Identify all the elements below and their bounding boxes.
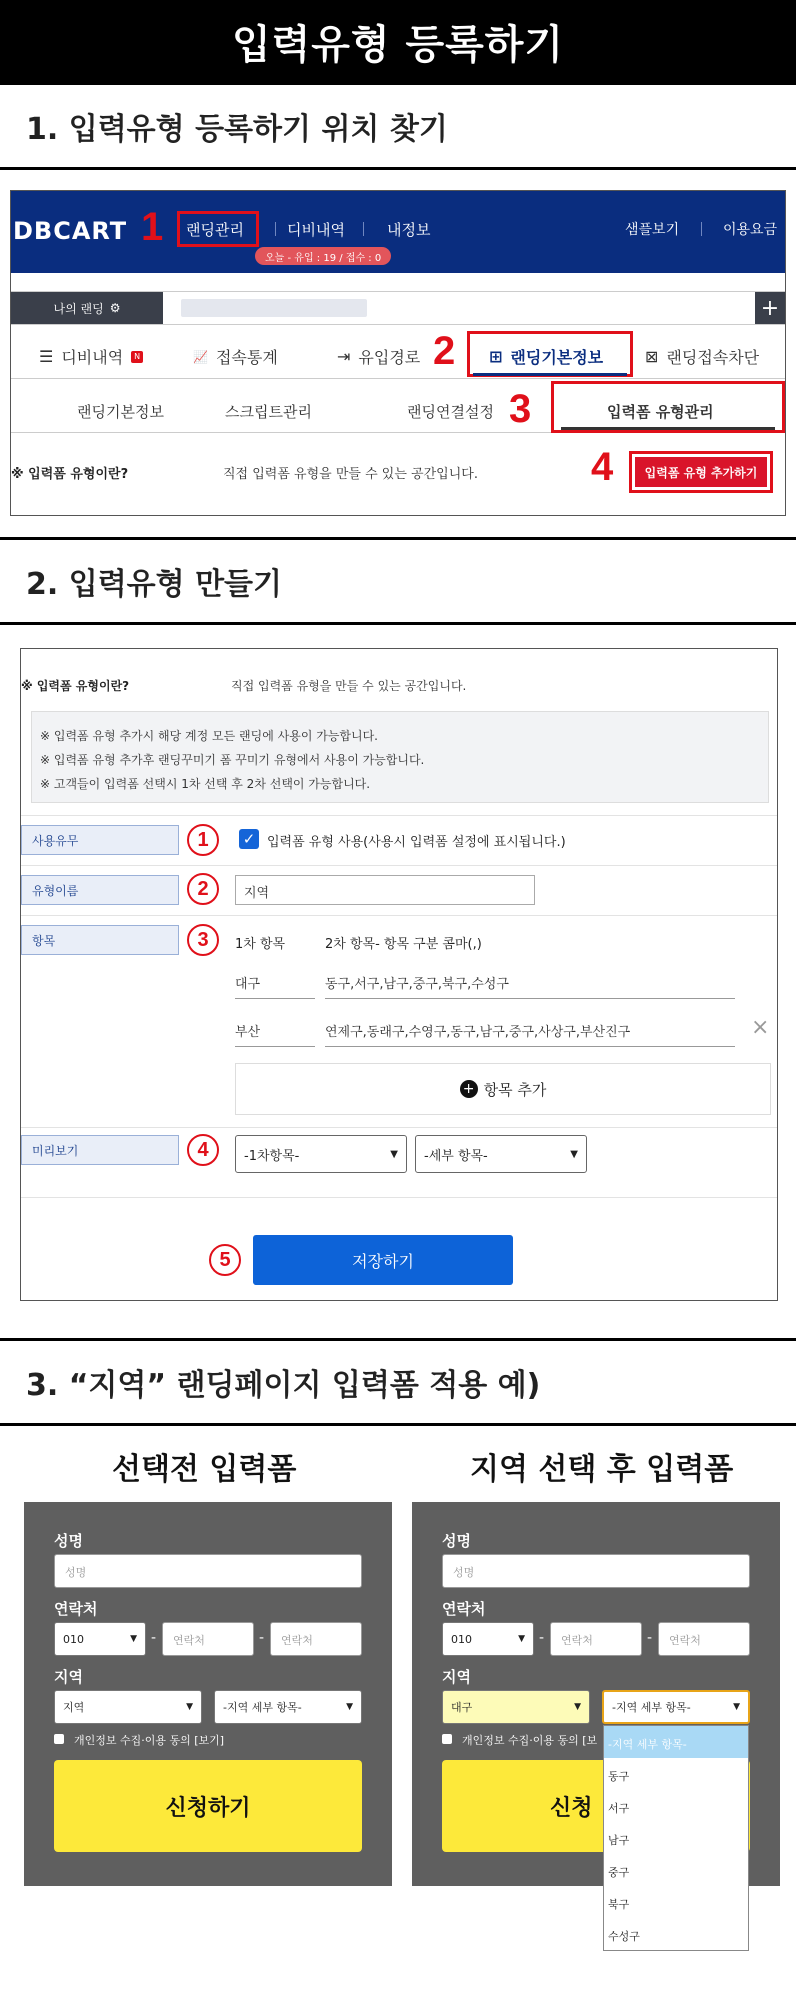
form-builder-screenshot [20, 648, 778, 1301]
section-3-heading: 3. “지역” 랜딩페이지 입력폼 적용 예) [0, 1338, 796, 1426]
region-detail-select[interactable] [602, 1690, 750, 1724]
circled-number-2: 2 [187, 873, 219, 905]
first-level-input[interactable]: 대구 [235, 973, 315, 999]
chevron-down-icon: ▼ [130, 1634, 137, 1644]
subtab-form-type[interactable]: 입력폼 유형관리 [607, 403, 714, 421]
use-checkbox[interactable]: ✓ [239, 829, 259, 849]
add-landing-button[interactable]: + [755, 292, 785, 324]
region-select[interactable] [442, 1690, 590, 1724]
phone-prefix-select[interactable] [442, 1622, 534, 1656]
location-screenshot [10, 190, 786, 516]
after-form-title: 지역 선택 후 입력폼 [470, 1452, 734, 1487]
settings-gear-icon: ⚙ [109, 301, 121, 315]
preview-second-select[interactable] [415, 1135, 587, 1173]
before-form-panel [24, 1502, 392, 1886]
desc-text: 직접 입력폼 유형을 만들 수 있는 공간입니다. [223, 467, 478, 482]
select-value: 지역 [63, 1701, 85, 1714]
my-landing-text: 나의 랜딩 [53, 301, 104, 316]
nav-divider [275, 222, 276, 236]
login-icon: ⇥ [337, 347, 351, 366]
dash: - [539, 1630, 545, 1646]
submit-button[interactable]: 신청 [442, 1760, 750, 1852]
dash: - [647, 1630, 653, 1646]
dropdown-option[interactable]: 수성구 [608, 1930, 640, 1943]
landing-subtabs [11, 387, 785, 433]
name-input[interactable]: 성명 [442, 1554, 750, 1588]
dropdown-option[interactable]: 동구 [608, 1770, 630, 1783]
select-value: 대구 [451, 1701, 473, 1714]
region-detail-dropdown [603, 1725, 749, 1951]
chevron-down-icon: ▼ [346, 1702, 353, 1712]
phone-prefix-select[interactable] [54, 1622, 146, 1656]
second-level-input[interactable]: 동구,서구,남구,중구,북구,수성구 [325, 973, 735, 999]
phone-middle-input[interactable]: 연락처 [550, 1622, 642, 1656]
items-label: 항목 [21, 925, 179, 955]
submit-button[interactable]: 신청하기 [54, 1760, 362, 1852]
name-label: 성명 [442, 1532, 471, 1550]
builder-desc-label: ※ 입력폼 유형이란? [21, 679, 130, 693]
row-divider [21, 1127, 777, 1128]
page-title: 입력유형 등록하기 [0, 0, 796, 82]
agree-checkbox[interactable] [54, 1734, 64, 1744]
subtab-connect[interactable]: 랜딩연결설정 [407, 403, 494, 421]
nav-db-history[interactable]: 디비내역 [287, 221, 345, 239]
landing-url-blurred [181, 299, 367, 317]
phone-label: 연락처 [54, 1600, 98, 1618]
subtab-basic-info[interactable]: 랜딩기본정보 [77, 403, 164, 421]
second-level-header: 2차 항목- 항목 구분 콤마(,) [325, 937, 482, 952]
my-landing-bar [11, 291, 785, 325]
dropdown-option[interactable]: 서구 [608, 1802, 630, 1815]
chevron-down-icon: ▼ [574, 1702, 581, 1712]
add-item-label: 항목 추가 [483, 1080, 547, 1099]
name-label: 성명 [54, 1532, 83, 1550]
row-divider [21, 815, 777, 816]
row-divider [21, 865, 777, 866]
active-subtab-underline [561, 427, 775, 430]
top-navbar [11, 191, 785, 273]
list-icon: ☰ [39, 347, 54, 366]
step-number-2: 2 [433, 329, 456, 373]
notice-line: ※ 입력폼 유형 추가시 해당 계정 모든 랜딩에 사용이 가능합니다. [40, 729, 379, 743]
dash: - [151, 1630, 157, 1646]
phone-last-input[interactable]: 연락처 [270, 1622, 362, 1656]
second-level-input[interactable]: 연제구,동래구,수영구,동구,남구,중구,사상구,부산진구 [325, 1021, 735, 1047]
phone-middle-input[interactable]: 연락처 [162, 1622, 254, 1656]
agree-checkbox[interactable] [442, 1734, 452, 1744]
app-logo[interactable]: DBCART [13, 217, 128, 245]
subtab-script[interactable]: 스크립트관리 [225, 403, 312, 421]
tab-label: 유입경로 [358, 348, 421, 367]
add-item-button[interactable] [235, 1063, 771, 1115]
select-value: -지역 세부 항목- [612, 1701, 691, 1714]
form-type-description [11, 441, 785, 511]
tab-inflow-path[interactable] [337, 345, 420, 368]
section-1-heading: 1. 입력유형 등록하기 위치 찾기 [0, 82, 796, 170]
region-select[interactable] [54, 1690, 202, 1724]
remove-row-icon[interactable]: × [751, 1015, 770, 1040]
active-tab-underline [473, 373, 627, 376]
nav-sample[interactable]: 샘플보기 [625, 222, 680, 238]
plus-circle-icon: + [460, 1080, 478, 1098]
notice-box [31, 711, 769, 803]
landing-tabs [11, 329, 785, 379]
type-name-label: 유형이름 [21, 875, 179, 905]
tab-label: 랜딩기본정보 [510, 348, 604, 367]
tab-access-stats[interactable] [193, 345, 278, 368]
select-value: 010 [451, 1632, 472, 1646]
new-badge: N [131, 351, 143, 363]
my-landing-label[interactable] [11, 292, 163, 324]
select-value: -지역 세부 항목- [223, 1701, 302, 1714]
dropdown-option[interactable]: 중구 [608, 1866, 630, 1879]
select-value: -세부 항목- [424, 1148, 488, 1164]
dropdown-option[interactable]: -지역 세부 항목- [604, 1726, 748, 1758]
chart-icon: 📈 [193, 349, 208, 364]
chevron-down-icon: ▼ [518, 1634, 525, 1644]
visit-stats-badge: 오늘 - 유입 : 19 / 접수 : 0 [255, 247, 391, 265]
select-value: -1차항목- [244, 1148, 300, 1164]
phone-label: 연락처 [442, 1600, 486, 1618]
tab-landing-block[interactable] [645, 345, 759, 368]
select-value: 010 [63, 1632, 84, 1646]
tab-label: 랜딩접속차단 [666, 348, 760, 367]
dropdown-option[interactable]: 남구 [608, 1834, 630, 1847]
first-level-header: 1차 항목 [235, 937, 286, 952]
circled-number-5: 5 [209, 1244, 241, 1276]
grid-icon: ⊞ [489, 347, 503, 366]
save-button[interactable]: 저장하기 [253, 1235, 513, 1285]
chevron-down-icon: ▼ [390, 1148, 398, 1160]
block-icon: ⊠ [645, 347, 659, 366]
type-name-input[interactable]: 지역 [235, 875, 535, 905]
nav-my-info[interactable]: 내정보 [387, 221, 431, 239]
row-divider [21, 1197, 777, 1198]
step-number-1: 1 [141, 205, 164, 249]
circled-number-4: 4 [187, 1134, 219, 1166]
circled-number-1: 1 [187, 824, 219, 856]
notice-line: ※ 고객들이 입력폼 선택시 1차 선택 후 2차 선택이 가능합니다. [40, 777, 371, 791]
name-input[interactable]: 성명 [54, 1554, 362, 1588]
chevron-down-icon: ▼ [186, 1702, 193, 1712]
section-2-heading: 2. 입력유형 만들기 [0, 537, 796, 625]
circled-number-3: 3 [187, 924, 219, 956]
desc-label: ※ 입력폼 유형이란? [11, 467, 129, 482]
chevron-down-icon: ▼ [733, 1702, 740, 1712]
agree-text[interactable]: 개인정보 수집·이용 동의 [보 [462, 1734, 598, 1747]
step-number-4: 4 [591, 445, 614, 489]
nav-pricing[interactable]: 이용요금 [723, 222, 778, 238]
tab-label: 접속통계 [215, 348, 278, 367]
nav-divider [701, 222, 702, 236]
region-label: 지역 [54, 1668, 83, 1686]
agree-text[interactable]: 개인정보 수집·이용 동의 [보기] [74, 1734, 225, 1747]
notice-line: ※ 입력폼 유형 추가후 랜딩꾸미기 폼 꾸미기 유형에서 사용이 가능합니다. [40, 753, 425, 767]
first-level-input[interactable]: 부산 [235, 1021, 315, 1047]
dash: - [259, 1630, 265, 1646]
step-number-3: 3 [509, 387, 532, 431]
use-checkbox-text: 입력폼 유형 사용(사용시 입력폼 설정에 표시됩니다.) [267, 835, 566, 850]
region-label: 지역 [442, 1668, 471, 1686]
tab-db-history[interactable] [39, 345, 143, 368]
phone-last-input[interactable]: 연락처 [658, 1622, 750, 1656]
chevron-down-icon: ▼ [570, 1148, 578, 1160]
tab-label: 디비내역 [61, 348, 124, 367]
add-form-type-button[interactable]: 입력폼 유형 추가하기 [635, 457, 767, 487]
builder-desc-text: 직접 입력폼 유형을 만들 수 있는 공간입니다. [231, 679, 467, 693]
before-form-title: 선택전 입력폼 [112, 1452, 297, 1487]
preview-first-select[interactable] [235, 1135, 407, 1173]
tab-landing-basic-info[interactable] [489, 345, 603, 368]
region-detail-select[interactable] [214, 1690, 362, 1724]
preview-label: 미리보기 [21, 1135, 179, 1165]
nav-divider [363, 222, 364, 236]
dropdown-option[interactable]: 북구 [608, 1898, 630, 1911]
use-label: 사용유무 [21, 825, 179, 855]
nav-landing-manage[interactable]: 랜딩관리 [186, 221, 244, 239]
row-divider [21, 915, 777, 916]
